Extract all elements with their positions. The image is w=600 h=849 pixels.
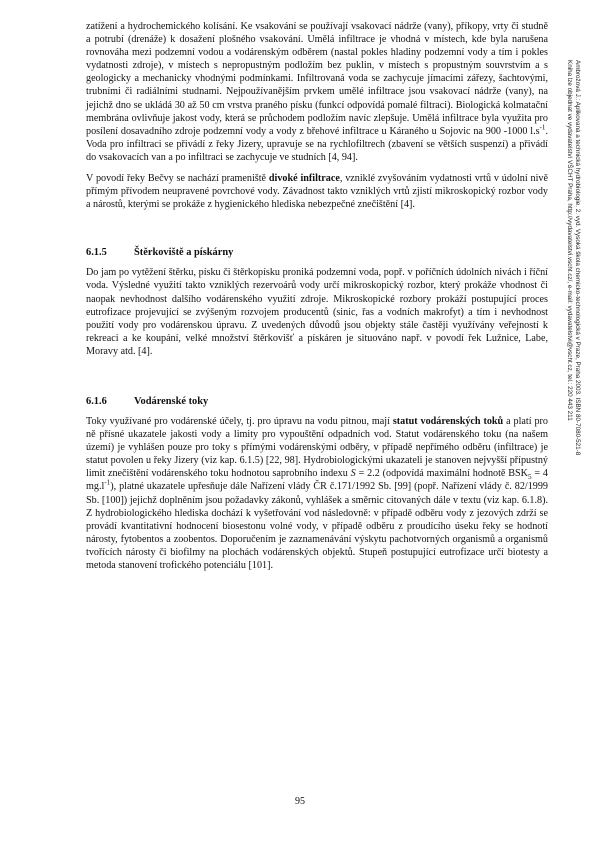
paragraph-infiltration bbox=[86, 20, 548, 164]
subscript: 5 bbox=[527, 473, 532, 482]
section-heading-6-1-6 bbox=[86, 396, 548, 407]
section-number: 6.1.5 bbox=[86, 247, 107, 259]
section-title: Štěrkoviště a pískárny bbox=[134, 247, 234, 259]
paragraph-vodarenske-toky bbox=[86, 415, 548, 572]
paragraph-text: = 2.2 (odpovídá maximální hodnotě BSK bbox=[355, 468, 528, 480]
section-number: 6.1.6 bbox=[86, 395, 107, 407]
section-heading-6-1-5 bbox=[86, 247, 548, 258]
superscript: -1 bbox=[104, 479, 111, 488]
paragraph-becva bbox=[86, 172, 548, 211]
citation-line-2: Kniha lze objednat ve vydavatelství VŠCHT Praha, http://vydavatelstvi.vscht.cz/, e-mail: vydavatelstvi@vscht.cz, tel.: 220 443 211 bbox=[565, 60, 573, 421]
paragraph-text: a platí pro ně přísné ukazatele jakosti vody a limity pro vypouštění odpadních vod. Statut vodárenského toku (na našem území) je vyhlášen pouze pro toky s přímými vodárenskými odběry, v případě nepřímého odběru (infiltrace) je statut povolen u řeky Jizery (viz kap. 6.1.5) [22, 98]. Hydrobiologickými ukazateli je stanoven nejvyšší přípustný limit znečištění vodárenského toku hodnotou saprobního indexu bbox=[86, 415, 548, 480]
citation-line-1: Ambrožová J.: Aplikovaná a technická hydrobiologie. 2. vyd. Vysoká škola chemicko-technologická v Praze, Praha 2003. ISBN 80-7080-521-8 bbox=[574, 60, 581, 456]
paragraph-text-continued: , vzniklé zvyšováním vydatnosti vrtů v údolní nivě přímým přívodem neupravené povrchové vody. Závadnost takto vzniklých vrtů zjistí mikroskopický rozbor vody a nárostů, kterými se prokáže z hygienického hlediska nebezpečné znečištění [4]. bbox=[86, 173, 548, 211]
page-number: 95 bbox=[295, 796, 305, 807]
paragraph-text: Toky využívané pro vodárenské účely, tj. pro úpravu na vodu pitnou, mají bbox=[86, 415, 393, 427]
superscript: -1 bbox=[539, 123, 546, 132]
paragraph-text-continued: . Voda pro infiltraci se přivádí z řeky Jizery, upravuje se na rychlofiltrech (zbavení se větších suspenzí) a přivádí do vsakovacích van a po infiltraci se zachycuje ve studních [4, 94]. bbox=[86, 125, 548, 163]
italic-symbol: S bbox=[350, 468, 356, 480]
paragraph-text: ), platné ukazatele upřesňuje dále Nařízení vlády ČR č.171/1992 Sb. [99] (popř. Nařízení vlády č. 82/1999 Sb. [100]) jejichž doplněním jsou požadavky zákonů, vyhlášek a směrnic citovaných dále v textu (viz kap. 6.1.8). Z hydrobiologického hlediska dochází k vyšetřování vod následovně: v případě odběru vody z jezových zdrží se provádí kvantitativní hodnocení biosestonu volné vody, v případě odběru z proudícího úseku řeky se hodnotí nárosty, fytobentos a zoobentos. Doporučením je zaznamenávání výskytu pachotvorných organismů a organismů tvořících nárosty či biofilmy na plochách vodárenských objektů. Stupeň postupující eutrofizace určí biotesty a metoda stanovení trofického potenciálu [101]. bbox=[86, 481, 548, 571]
paragraph-sterkoviste bbox=[86, 266, 548, 358]
bold-term: divoké infiltrace bbox=[268, 173, 340, 185]
side-citation-text bbox=[565, 60, 581, 455]
section-title: Vodárenské toky bbox=[134, 395, 209, 407]
paragraph-text: V povodí řeky Bečvy se nachází prameniště bbox=[86, 173, 269, 185]
paragraph-text: zatížení a hydrochemického kolísání. Ke vsakování se používají vsakovací nádrže (vany), příkopy, vrty či studně a potrubí (drenáže) k dosažení plošného vsakování. Umělá infiltrace je vhodná v místech, kde byla narušena rovnováha mezi podzemní vodou a vodárenským odběrem (nastal pokles hladiny podzemní vody a tím i pokles vydatnosti zdroje), v místech s nepropustným podložím bez puklin, v místech s propustným souvrstvím a s geologicky a mechanicky vhodnými podmínkami. Infiltrovaná voda se zachycuje jímacími zářezy, šachtovými, trubními či radiálními studnami. Nejpoužívanějším prvkem umělé infiltrace jsou vsakovací nádrže (vany), na jejichž dno se ukládá 30 až 50 cm vrstva praného písku (funkcí odpovídá pomalé filtraci). Biologická kolmatační membrána ovlivňuje jakost vody, která se průchodem podložím navíc zlepšuje. Umělá infiltrace byla využita pro posílení dosavadního zdroje podzemní vody a vody z břehové infiltrace u Káraného u Sojovic na 900 -1000 l.s bbox=[86, 21, 548, 137]
main-content bbox=[86, 20, 548, 580]
paragraph-text: = 4 mg.l bbox=[86, 468, 548, 493]
bold-term: statut vodárenských toků bbox=[392, 415, 504, 427]
paragraph-text: Do jam po vytěžení štěrku, písku či štěrkopísku proniká podzemní voda, popř. v poříčních údolních nivách i říční voda. Výsledné využití takto vzniklých rezervoárů vody určí mikroskopický rozbor, který prokáže vhodnost či naopak nevhodnost dalšího vodárenského využití zdroje. Mikroskopické rozbory prokáží postupující proces eutrofizace projevující se zvýšeným rozvojem producentů (sinic, řas a vodních makrofyt) a tím i nevhodnost použití vody pro vodárenskou úpravu. Z uvedených důvodů jsou objekty stále častěji využívány veřejností k rekreaci a ke koupání, velké množství štěrkovišť a pískáren je situováno např. v povodí řek Lužnice, Labe, Moravy atd. [4]. bbox=[86, 267, 548, 357]
side-citation bbox=[567, 60, 587, 660]
